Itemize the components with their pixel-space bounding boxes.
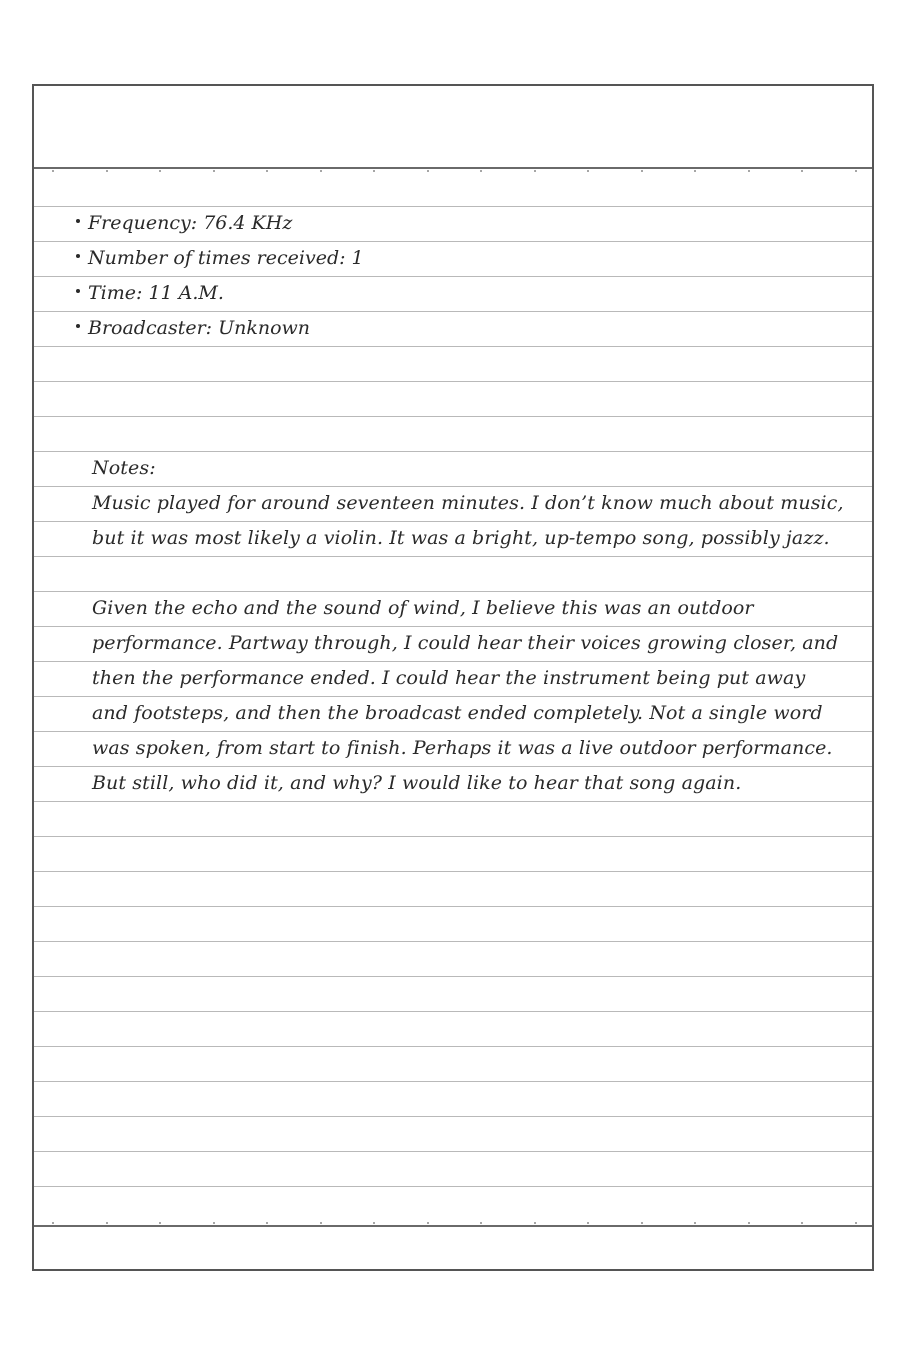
detail-broadcaster: Broadcaster: Unknown bbox=[76, 315, 310, 341]
bullet-icon bbox=[76, 254, 80, 258]
detail-time: Time: 11 A.M. bbox=[76, 280, 224, 306]
bullet-icon bbox=[76, 219, 80, 223]
notebook-page bbox=[32, 84, 874, 1271]
handwritten-notes bbox=[34, 86, 872, 1269]
notes-line: performance. Partway through, I could hear their voices growing closer, and bbox=[92, 632, 839, 654]
notes-line: Music played for around seventeen minutes. I don’t know much about music, bbox=[92, 492, 844, 514]
notes-line: and footsteps, and then the broadcast ended completely. Not a single word bbox=[92, 702, 823, 724]
detail-frequency: Frequency: 76.4 KHz bbox=[76, 210, 292, 236]
bullet-icon bbox=[76, 324, 80, 328]
notes-line: Given the echo and the sound of wind, I believe this was an outdoor bbox=[92, 597, 754, 619]
bullet-icon bbox=[76, 289, 80, 293]
notes-line: was spoken, from start to finish. Perhaps it was a live outdoor performance. bbox=[92, 737, 833, 759]
notes-line: then the performance ended. I could hear the instrument being put away bbox=[92, 667, 806, 689]
notes-heading: Notes: bbox=[92, 457, 156, 479]
notes-line: But still, who did it, and why? I would like to hear that song again. bbox=[92, 772, 742, 794]
detail-times-received: Number of times received: 1 bbox=[76, 245, 364, 271]
notes-line: but it was most likely a violin. It was a bright, up-tempo song, possibly jazz. bbox=[92, 527, 830, 549]
